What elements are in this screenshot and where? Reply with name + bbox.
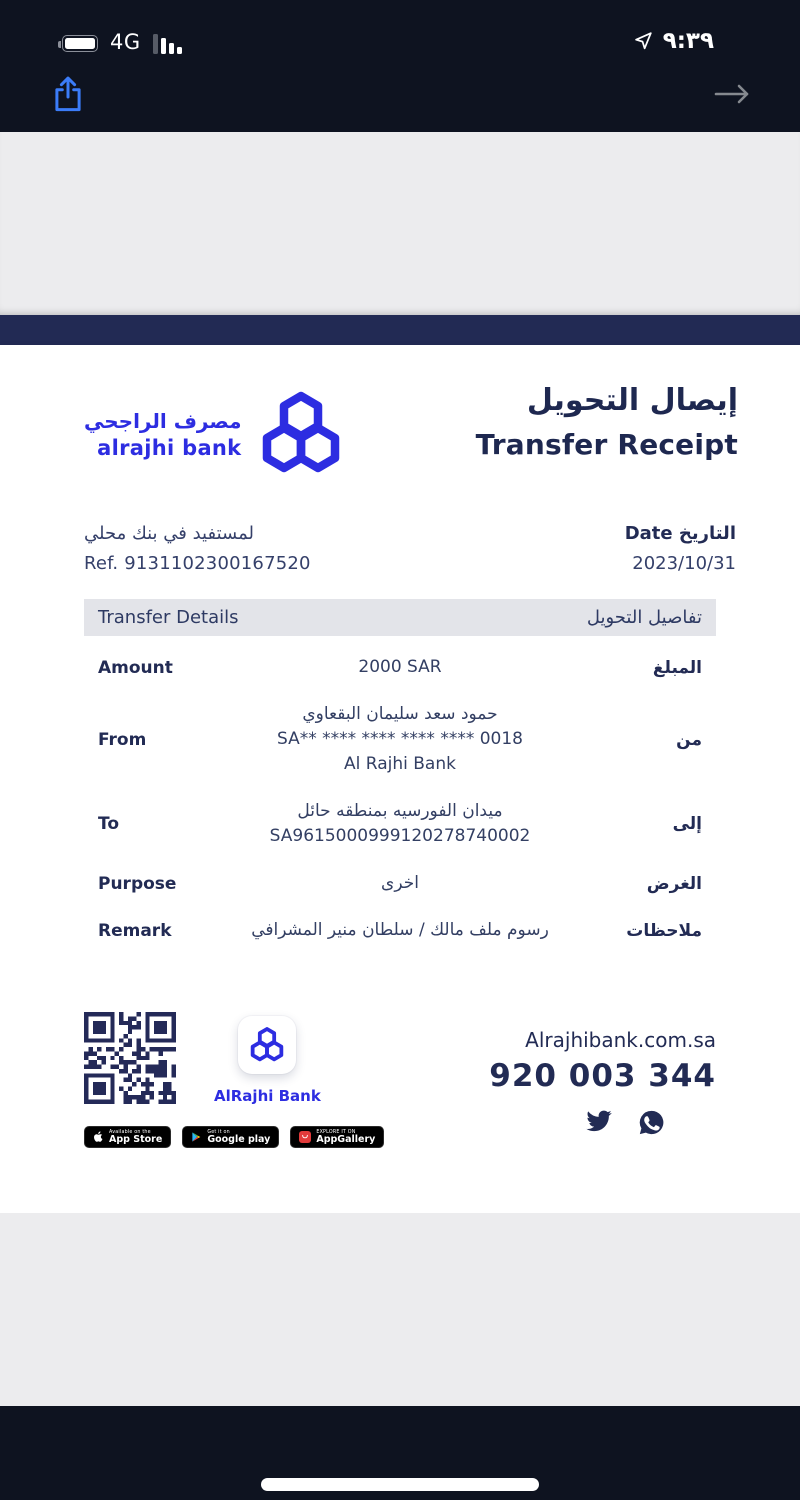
store-badges: [84, 1126, 384, 1148]
whatsapp-icon[interactable]: [639, 1110, 664, 1135]
page-background-top: [0, 132, 800, 315]
app-store-badge[interactable]: [84, 1126, 171, 1148]
row-label-en: Purpose: [98, 873, 177, 894]
page-background-bottom: [0, 1213, 800, 1406]
receipt-footer: [84, 1012, 716, 1148]
badge-line2: App Store: [109, 1133, 163, 1145]
app-promo: [214, 1016, 321, 1105]
row-label-ar: المبلغ: [652, 657, 702, 678]
reference-number: Ref. 9131102300167520: [84, 553, 311, 574]
apple-icon: [93, 1131, 104, 1144]
details-header-english: Transfer Details: [98, 607, 239, 628]
row-label-ar: إلى: [672, 814, 702, 834]
row-label-ar: الغرض: [646, 873, 702, 894]
details-rows: [84, 644, 716, 954]
row-label-en: Amount: [98, 657, 173, 678]
top-chrome: [0, 0, 800, 132]
network-type-label: 4G: [110, 30, 141, 54]
app-name-label: AlRajhi Bank: [214, 1087, 321, 1105]
bank-name-arabic: مصرف الراجحي: [84, 408, 242, 433]
appgallery-badge[interactable]: [290, 1126, 384, 1148]
status-left-cluster: [62, 30, 182, 54]
badge-line2: Google play: [207, 1133, 271, 1145]
receipt-titles: [476, 373, 738, 461]
row-value: ميدان الفورسيه بمنطقه حائل SA9615000999120278740002: [269, 801, 531, 846]
qr-code: [84, 1012, 176, 1104]
row-value: 2000 SAR: [358, 657, 442, 677]
bank-brand: [84, 389, 341, 479]
detail-row-from: [84, 691, 716, 788]
alrajhi-app-icon: [238, 1016, 296, 1074]
details-header-arabic: تفاصيل التحويل: [586, 607, 702, 628]
bank-brand-text: [84, 409, 241, 460]
bank-website: Alrajhibank.com.sa: [525, 1028, 716, 1052]
receipt-title-arabic: إيصال التحويل: [526, 383, 738, 418]
detail-row-remark: [84, 907, 716, 954]
alrajhi-logo-icon: [261, 389, 341, 479]
social-icons: [489, 1110, 716, 1135]
receipt-top-band: [0, 315, 800, 345]
date-label: التاريخ Date: [624, 523, 736, 544]
row-value: حمود سعد سليمان البقعاوي SA** **** **** **** **** 0018 Al Rajhi Bank: [276, 704, 524, 774]
badge-line2: AppGallery: [316, 1133, 376, 1145]
location-arrow-icon: [632, 30, 654, 52]
appgallery-icon: [299, 1131, 311, 1143]
bank-phone-number: 920 003 344: [489, 1058, 716, 1094]
transfer-receipt-card: [0, 345, 800, 1213]
row-label-en: Remark: [98, 920, 172, 941]
badge-line1: Get it on: [207, 1129, 230, 1135]
home-indicator[interactable]: [261, 1478, 539, 1491]
battery-icon: [62, 35, 98, 52]
row-label-ar: ملاحظات: [626, 920, 702, 941]
date-block: [625, 523, 736, 574]
status-bar: [0, 0, 800, 64]
badge-line1: EXPLORE IT ON: [316, 1129, 356, 1135]
row-label-ar: من: [676, 729, 702, 750]
row-value: اخرى: [381, 873, 419, 893]
date-value: 2023/10/31: [632, 553, 736, 574]
signal-bars-icon: [153, 34, 182, 54]
receipt-header: [0, 345, 800, 479]
detail-row-amount: [84, 644, 716, 691]
google-play-icon: [191, 1131, 202, 1143]
row-value: رسوم ملف مالك / سلطان منير المشرافي: [251, 920, 549, 940]
status-right-cluster: [632, 28, 714, 54]
beneficiary-ref-block: [84, 523, 311, 574]
share-button[interactable]: [50, 74, 86, 114]
google-play-badge[interactable]: [182, 1126, 279, 1148]
forward-arrow-button[interactable]: [712, 84, 752, 104]
action-row: [0, 64, 800, 132]
badge-line1: Available on the: [109, 1129, 151, 1135]
row-label-en: From: [98, 729, 147, 750]
row-label-en: To: [98, 814, 120, 834]
footer-right: [489, 1028, 716, 1135]
detail-row-purpose: [84, 860, 716, 907]
beneficiary-note: لمستفيد في بنك محلي: [84, 523, 254, 544]
details-section-header: [84, 599, 716, 636]
receipt-info-row: [0, 479, 800, 574]
clock-time: ٩:٣٩: [662, 28, 714, 54]
receipt-title-english: Transfer Receipt: [475, 428, 738, 461]
detail-row-to: [84, 788, 716, 860]
bank-name-english: alrajhi bank: [97, 435, 242, 460]
twitter-icon[interactable]: [585, 1110, 612, 1135]
bottom-chrome: [0, 1406, 800, 1500]
footer-left: [84, 1012, 384, 1148]
